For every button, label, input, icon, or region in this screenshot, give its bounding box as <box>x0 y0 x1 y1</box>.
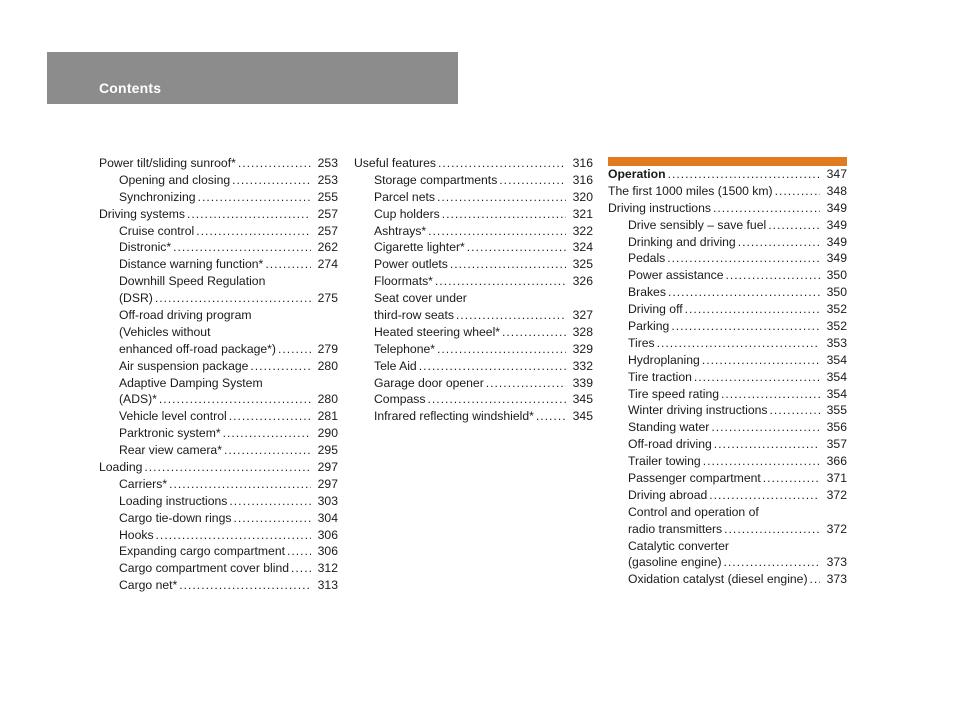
toc-entry[interactable] <box>99 358 338 375</box>
toc-entry-label: Parking <box>628 319 670 334</box>
dot-leader <box>265 256 311 273</box>
toc-entry-page: 372 <box>826 487 847 502</box>
toc-entry[interactable] <box>608 200 847 217</box>
dot-leader <box>238 155 311 172</box>
toc-entry-label: Pedals <box>628 251 666 266</box>
toc-entry-label: Distance warning function* <box>119 257 264 272</box>
dot-leader <box>169 476 311 493</box>
toc-entry-label: Carriers* <box>119 476 168 491</box>
toc-entry-label: Cargo compartment cover blind <box>119 561 290 576</box>
toc-entry-page: 280 <box>317 358 338 373</box>
toc-entry-page: 352 <box>826 302 847 317</box>
toc-entry-label: (Vehicles without <box>119 324 211 339</box>
toc-entry[interactable] <box>354 189 593 206</box>
toc-entry-label: Useful features <box>354 156 436 170</box>
toc-entry[interactable] <box>99 577 338 594</box>
toc-entry-label: Infrared reflecting windshield* <box>374 409 534 424</box>
dot-leader <box>173 239 311 256</box>
toc-entry[interactable] <box>354 223 593 240</box>
toc-entry-label: Operation <box>608 167 666 181</box>
toc-entry-page: 353 <box>826 335 847 350</box>
toc-entry[interactable] <box>608 521 847 538</box>
toc-entry[interactable] <box>608 318 847 335</box>
toc-entry-page: 350 <box>826 285 847 300</box>
toc-entry-page: 373 <box>826 572 847 587</box>
toc-entry[interactable] <box>99 459 338 476</box>
toc-entry[interactable] <box>99 510 338 527</box>
dot-leader <box>724 554 820 571</box>
toc-entry[interactable] <box>608 386 847 403</box>
toc-entry[interactable] <box>99 273 338 290</box>
toc-entry[interactable] <box>354 290 593 307</box>
toc-entry[interactable] <box>608 487 847 504</box>
toc-entry-label: Heated steering wheel* <box>374 324 501 339</box>
toc-entry[interactable] <box>354 391 593 408</box>
dot-leader <box>437 341 566 358</box>
toc-column-3 <box>608 155 847 588</box>
toc-entry-label: Downhill Speed Regulation <box>119 274 266 289</box>
toc-entry[interactable] <box>608 419 847 436</box>
toc-entry-label: (DSR) <box>119 291 153 306</box>
toc-entry[interactable] <box>99 476 338 493</box>
toc-entry-page: 373 <box>826 555 847 570</box>
dot-leader <box>287 543 311 560</box>
toc-entry-page: 354 <box>826 386 847 401</box>
toc-entry-label: Winter driving instructions <box>628 403 768 418</box>
toc-entry-page: 312 <box>317 561 338 576</box>
toc-entry-page: 349 <box>826 234 847 249</box>
dot-leader <box>428 223 566 240</box>
header-bar <box>47 52 458 104</box>
toc-entry-label: Hooks <box>119 527 154 542</box>
dot-leader <box>671 318 820 335</box>
toc-entry-label: Ashtrays* <box>374 223 427 238</box>
dot-leader <box>726 267 820 284</box>
toc-entry-label: Driving abroad <box>628 487 708 502</box>
toc-entry-label: Driving off <box>628 302 683 317</box>
toc-entry-label: Driving instructions <box>608 200 711 215</box>
dot-leader <box>179 577 311 594</box>
toc-entry-page: 280 <box>317 392 338 407</box>
toc-entry-label: enhanced off-road package*) <box>119 341 276 356</box>
dot-leader <box>768 217 820 234</box>
toc-entry[interactable] <box>354 307 593 324</box>
toc-entry-page: 313 <box>317 578 338 593</box>
toc-entry-label: Tire traction <box>628 369 692 384</box>
dot-leader <box>770 402 820 419</box>
toc-entry-label: Power assistance <box>628 268 724 283</box>
toc-entry-page: 345 <box>572 409 593 424</box>
toc-entry[interactable] <box>608 470 847 487</box>
dot-leader <box>702 352 820 369</box>
toc-entry-page: 297 <box>317 460 338 475</box>
toc-entry-label: Off-road driving <box>628 437 712 452</box>
toc-entry-page: 274 <box>317 257 338 272</box>
toc-entry[interactable] <box>354 155 593 172</box>
toc-entry[interactable] <box>99 425 338 442</box>
toc-entry-page: 348 <box>826 183 847 198</box>
toc-entry-page: 347 <box>826 167 847 181</box>
toc-entry-page: 316 <box>572 172 593 187</box>
toc-entry[interactable] <box>608 284 847 301</box>
dot-leader <box>810 571 820 588</box>
toc-entry[interactable] <box>608 554 847 571</box>
toc-entry-page: 366 <box>826 454 847 469</box>
toc-entry-page: 253 <box>317 156 338 170</box>
toc-entry-label: Opening and closing <box>119 172 231 187</box>
toc-entry-page: 356 <box>826 420 847 435</box>
toc-entry[interactable] <box>354 256 593 273</box>
toc-entry[interactable] <box>608 571 847 588</box>
toc-entry[interactable] <box>608 402 847 419</box>
toc-entry-page: 303 <box>317 493 338 508</box>
toc-entry-label: Oxidation catalyst (diesel engine) <box>628 572 808 587</box>
toc-entry-label: Parktronic system* <box>119 426 221 441</box>
dot-leader <box>667 250 820 267</box>
toc-entry-page: 349 <box>826 251 847 266</box>
dot-leader <box>714 436 820 453</box>
dot-leader <box>499 172 566 189</box>
dot-leader <box>224 442 311 459</box>
dot-leader <box>450 256 566 273</box>
dot-leader <box>233 510 311 527</box>
toc-entry[interactable] <box>99 560 338 577</box>
dot-leader <box>156 527 311 544</box>
dot-leader <box>435 273 566 290</box>
dot-leader <box>711 419 820 436</box>
dot-leader <box>467 239 566 256</box>
toc-entry-label: Standing water <box>628 420 710 435</box>
toc-entry[interactable] <box>99 206 338 223</box>
toc-entry-page: 257 <box>317 223 338 238</box>
toc-entry-page: 297 <box>317 476 338 491</box>
toc-entry-page: 320 <box>572 189 593 204</box>
dot-leader <box>763 470 820 487</box>
toc-entry-page: 262 <box>317 240 338 255</box>
toc-entry-page: 316 <box>572 156 593 170</box>
toc-entry-label: Cruise control <box>119 223 195 238</box>
toc-entry[interactable] <box>99 223 338 240</box>
dot-leader <box>159 391 311 408</box>
toc-entry-label: Telephone* <box>374 341 435 356</box>
toc-entry-label: Trailer towing <box>628 454 701 469</box>
toc-entry[interactable] <box>99 189 338 206</box>
toc-entry-page: 304 <box>317 510 338 525</box>
toc-entry-page: 306 <box>317 527 338 542</box>
toc-entry-label: Loading <box>99 460 143 475</box>
toc-entry-label: Tire speed rating <box>628 386 720 401</box>
toc-entry-label: Brakes <box>628 285 666 300</box>
toc-entry-label: Driving systems <box>99 206 186 221</box>
toc-entry-label: Cargo net* <box>119 578 178 593</box>
toc-entry-label: Compass <box>374 392 426 407</box>
toc-entry-page: 325 <box>572 257 593 272</box>
toc-entry-page: 354 <box>826 352 847 367</box>
toc-entry-page: 328 <box>572 324 593 339</box>
toc-entry[interactable] <box>608 301 847 318</box>
dot-leader <box>198 189 311 206</box>
toc-entry-label: Parcel nets <box>374 189 435 204</box>
dot-leader <box>438 155 566 172</box>
dot-leader <box>775 183 820 200</box>
toc-entry-page: 332 <box>572 358 593 373</box>
toc-entry[interactable] <box>608 234 847 251</box>
toc-entry-label: third-row seats <box>374 308 454 323</box>
toc-entry[interactable] <box>354 358 593 375</box>
toc-entry-label: Rear view camera* <box>119 443 222 458</box>
toc-entry-label: Hydroplaning <box>628 352 700 367</box>
toc-entry-label: radio transmitters <box>628 521 723 536</box>
toc-entry[interactable] <box>608 369 847 386</box>
dot-leader <box>668 166 820 183</box>
dot-leader <box>144 459 311 476</box>
toc-entry-label: Drive sensibly – save fuel <box>628 217 767 232</box>
page-title: Contents <box>99 80 162 96</box>
toc-entry[interactable] <box>99 442 338 459</box>
dot-leader <box>668 284 820 301</box>
dot-leader <box>721 386 820 403</box>
toc-entry-label: Air suspension package <box>119 358 249 373</box>
toc-entry-page: 354 <box>826 369 847 384</box>
dot-leader <box>187 206 311 223</box>
toc-entry[interactable] <box>608 504 847 521</box>
toc-entry-page: 255 <box>317 189 338 204</box>
toc-entry[interactable] <box>99 527 338 544</box>
toc-entry-label: Tires <box>628 335 655 350</box>
toc-entry[interactable] <box>608 352 847 369</box>
toc-entry-page: 281 <box>317 409 338 424</box>
toc-entry[interactable] <box>99 239 338 256</box>
dot-leader <box>250 358 311 375</box>
section-accent-bar <box>608 157 847 166</box>
toc-entry-page: 355 <box>826 403 847 418</box>
dot-leader <box>291 560 311 577</box>
toc-entry-label: Adaptive Damping System <box>119 375 263 390</box>
toc-entry-page: 357 <box>826 437 847 452</box>
dot-leader <box>456 307 566 324</box>
toc-entry[interactable] <box>99 307 338 324</box>
toc-entry-page: 350 <box>826 268 847 283</box>
toc-entry[interactable] <box>99 324 338 341</box>
toc-entry-page: 253 <box>317 172 338 187</box>
toc-entry[interactable] <box>608 183 847 200</box>
toc-entry[interactable] <box>99 493 338 510</box>
toc-entry-page: 275 <box>317 291 338 306</box>
dot-leader <box>738 234 820 251</box>
toc-entry-page: 349 <box>826 200 847 215</box>
dot-leader <box>419 358 566 375</box>
toc-entry-label: (gasoline engine) <box>628 555 722 570</box>
toc-entry[interactable] <box>99 341 338 358</box>
toc-entry-label: Power tilt/sliding sunroof* <box>99 156 236 170</box>
toc-entry[interactable] <box>99 290 338 307</box>
toc-entry[interactable] <box>608 436 847 453</box>
dot-leader <box>713 200 820 217</box>
dot-leader <box>694 369 820 386</box>
toc-entry-page: 306 <box>317 544 338 559</box>
toc-entry[interactable] <box>99 172 338 189</box>
toc-entry-label: Expanding cargo compartment <box>119 544 285 559</box>
dot-leader <box>703 453 820 470</box>
toc-entry-page: 371 <box>826 471 847 486</box>
dot-leader <box>536 408 566 425</box>
toc-entry[interactable] <box>354 408 593 425</box>
toc-entry-label: Tele Aid <box>374 358 417 373</box>
toc-entry[interactable] <box>354 172 593 189</box>
toc-entry-page: 295 <box>317 443 338 458</box>
toc-entry-label: Vehicle level control <box>119 409 227 424</box>
dot-leader <box>486 375 566 392</box>
toc-entry-label: Cigarette lighter* <box>374 240 465 255</box>
toc-entry-label: Seat cover under <box>374 291 467 306</box>
dot-leader <box>278 341 311 358</box>
toc-entry-label: (ADS)* <box>119 392 157 407</box>
toc-entry-page: 339 <box>572 375 593 390</box>
toc-entry[interactable] <box>99 375 338 392</box>
toc-entry-label: The first 1000 miles (1500 km) <box>608 183 773 198</box>
toc-entry-page: 349 <box>826 217 847 232</box>
dot-leader <box>657 335 820 352</box>
dot-leader <box>155 290 311 307</box>
toc-entry-label: Cup holders <box>374 206 440 221</box>
toc-entry[interactable] <box>608 538 847 555</box>
toc-entry[interactable] <box>99 256 338 273</box>
toc-entry[interactable] <box>99 391 338 408</box>
toc-entry[interactable] <box>354 239 593 256</box>
toc-entry-page: 326 <box>572 274 593 289</box>
dot-leader <box>223 425 311 442</box>
toc-entry-label: Control and operation of <box>628 504 759 519</box>
dot-leader <box>229 493 311 510</box>
toc-entry-page: 345 <box>572 392 593 407</box>
toc-entry[interactable] <box>608 217 847 234</box>
dot-leader <box>437 189 566 206</box>
toc-entry[interactable] <box>354 324 593 341</box>
toc-entry[interactable] <box>608 267 847 284</box>
toc-entry-page: 324 <box>572 240 593 255</box>
toc-entry-label: Distronic* <box>119 240 172 255</box>
toc-entry-page: 257 <box>317 206 338 221</box>
toc-entry-label: Off-road driving program <box>119 308 252 323</box>
toc-column-2 <box>354 155 593 425</box>
toc-entry[interactable] <box>354 341 593 358</box>
toc-entry-page: 321 <box>572 206 593 221</box>
toc-entry-label: Loading instructions <box>119 493 228 508</box>
toc-entry-page: 352 <box>826 319 847 334</box>
toc-entry[interactable] <box>608 335 847 352</box>
toc-entry-label: Synchronizing <box>119 189 196 204</box>
dot-leader <box>502 324 566 341</box>
toc-entry-page: 279 <box>317 341 338 356</box>
toc-entry[interactable] <box>354 206 593 223</box>
toc-entry[interactable] <box>608 453 847 470</box>
toc-entry-label: Cargo tie-down rings <box>119 510 232 525</box>
toc-entry[interactable] <box>608 166 847 183</box>
toc-entry-page: 372 <box>826 521 847 536</box>
dot-leader <box>685 301 820 318</box>
toc-entry-label: Storage compartments <box>374 172 498 187</box>
toc-entry-label: Floormats* <box>374 274 433 289</box>
toc-column-1 <box>99 155 338 594</box>
toc-entry[interactable] <box>354 375 593 392</box>
toc-entry-label: Catalytic converter <box>628 538 729 553</box>
toc-entry[interactable] <box>99 155 338 172</box>
dot-leader <box>442 206 566 223</box>
toc-entry-label: Passenger compartment <box>628 471 761 486</box>
toc-entry[interactable] <box>608 250 847 267</box>
toc-entry-page: 322 <box>572 223 593 238</box>
dot-leader <box>709 487 820 504</box>
toc-entry-label: Garage door opener <box>374 375 484 390</box>
dot-leader <box>196 223 311 240</box>
toc-entry-page: 290 <box>317 426 338 441</box>
toc-entry-page: 327 <box>572 308 593 323</box>
toc-entry-label: Power outlets <box>374 257 448 272</box>
dot-leader <box>724 521 820 538</box>
toc-entry[interactable] <box>354 273 593 290</box>
toc-entry-label: Drinking and driving <box>628 234 736 249</box>
dot-leader <box>232 172 311 189</box>
toc-entry-page: 329 <box>572 341 593 356</box>
dot-leader <box>427 391 566 408</box>
dot-leader <box>229 408 311 425</box>
toc-entry[interactable] <box>99 408 338 425</box>
toc-entry[interactable] <box>99 543 338 560</box>
